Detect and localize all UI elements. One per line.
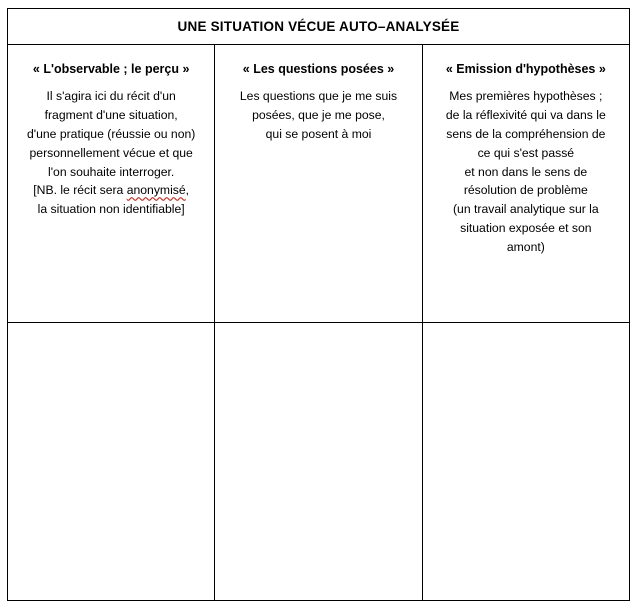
column-cell-questions [215,44,422,322]
body-line-nb [18,181,204,200]
empty-cell-observable[interactable] [8,322,215,600]
nb-prefix: [NB. le récit sera [33,183,127,198]
empty-cell-hypotheses[interactable] [422,322,629,600]
page-title: UNE SITUATION VÉCUE AUTO–ANALYSÉE [177,18,460,34]
body-line: Il s'agira ici du récit d'un [46,88,176,103]
body-line: personnellement vécue et que [29,145,193,160]
situation-analysis-table [7,8,630,601]
column-body-hypotheses [423,87,629,271]
body-line: posées, que je me pose, [252,107,385,122]
body-line: Les questions que je me suis [239,88,398,103]
table-title-cell [8,9,630,45]
body-line: amont) [506,240,545,255]
body-line: de la réflexivité qui va dans le [445,107,606,122]
body-line: et non dans le sens de [464,164,588,179]
column-header-hypotheses: « Emission d'hypothèses » [445,61,606,76]
column-cell-hypotheses [422,44,629,322]
table-empty-row [8,322,630,600]
body-line: fragment d'une situation, [44,107,178,122]
table-title-row [8,9,630,45]
nb-suffix: , [185,183,190,198]
body-line: situation exposée et son [460,221,592,236]
body-line: la situation non identifiable] [37,202,185,217]
body-line: l'on souhaite interroger. [48,164,175,179]
spellcheck-word: anonymisé [126,183,186,198]
table-content-row [8,44,630,322]
body-line: qui se posent à moi [265,126,372,141]
column-body-questions [215,87,421,158]
body-line: sens de la compréhension de [446,126,606,141]
body-line: (un travail analytique sur la [453,202,599,217]
body-line: ce qui s'est passé [477,145,575,160]
body-line: résolution de problème [463,183,588,198]
empty-cell-questions[interactable] [215,322,422,600]
column-header-observable: « L'observable ; le perçu » [32,61,190,76]
column-body-observable [8,87,214,233]
body-line: d'une pratique (réussie ou non) [27,126,196,141]
column-cell-observable [8,44,215,322]
column-header-questions: « Les questions posées » [242,61,395,76]
body-line: Mes premières hypothèses ; [449,88,603,103]
